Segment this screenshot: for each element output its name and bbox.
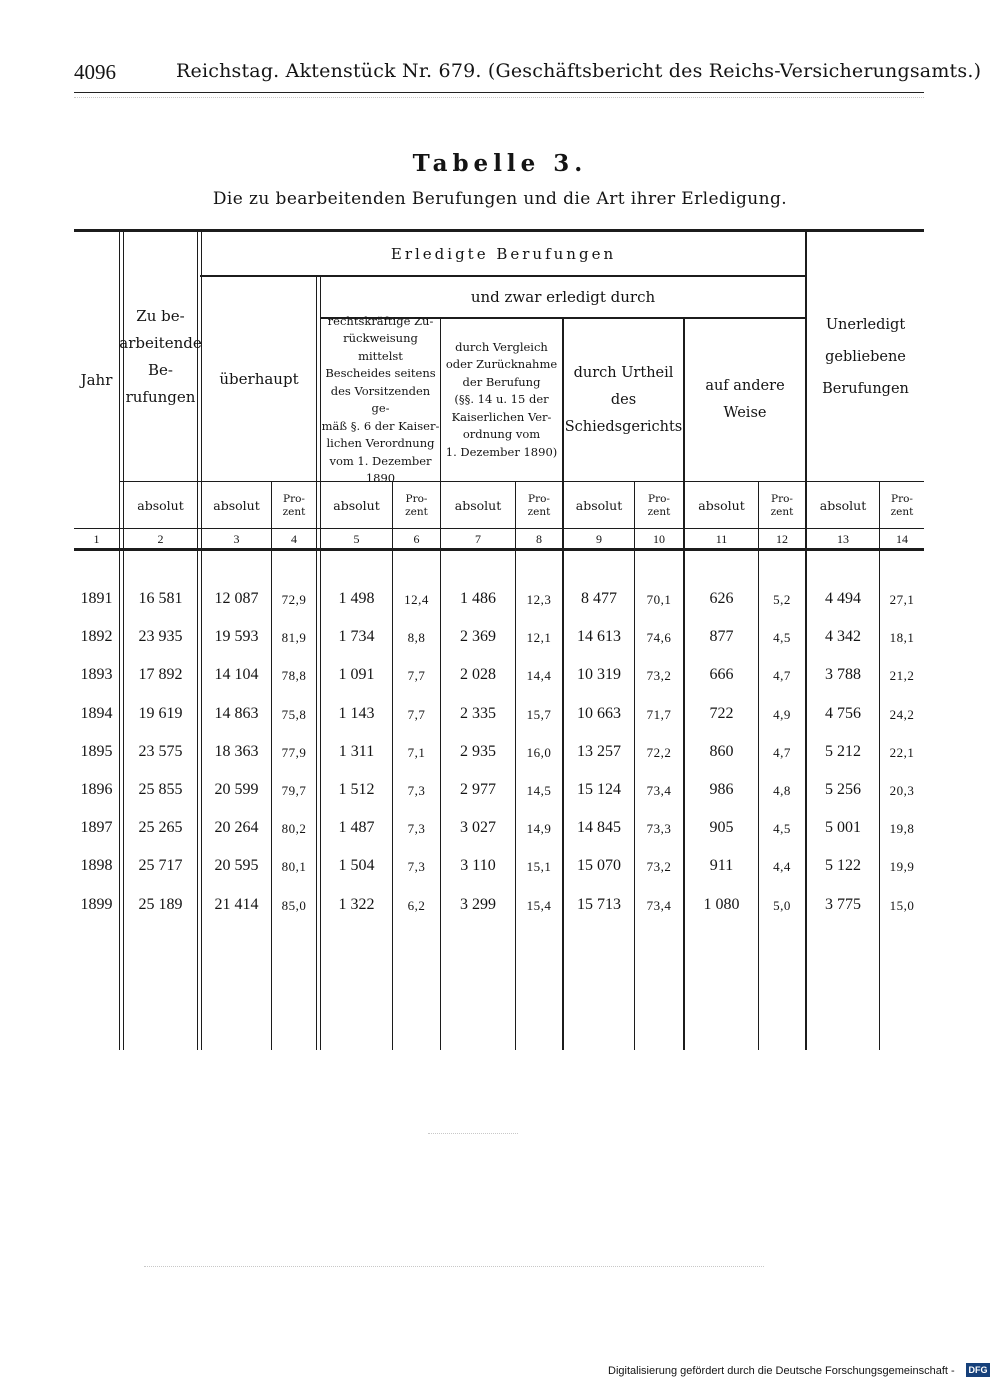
cell-absolute: 10 663: [577, 704, 621, 722]
header-line: Zu be-: [136, 306, 185, 325]
cell-absolute: 10 319: [577, 666, 621, 684]
cell-absolute: 2 935: [460, 742, 496, 760]
cell-absolute: 986: [709, 781, 734, 798]
cell-absolute: 5 212: [825, 742, 861, 760]
cell-percent: 4,8: [773, 783, 791, 798]
row-year: 1892: [80, 628, 113, 646]
cell-absolute: 20 599: [214, 781, 259, 798]
header-line: gebliebene: [825, 348, 906, 365]
faint-mark: [144, 1266, 764, 1267]
cell-absolute: 14 863: [214, 704, 259, 722]
digitization-footer: Digitalisierung gefördert durch die Deutsche Forschungsgemeinschaft -: [608, 1365, 955, 1377]
cell-percent: 8,8: [407, 630, 426, 646]
cell-percent: 19,8: [889, 821, 915, 837]
header-line: oder Zurücknahme: [445, 357, 558, 372]
cell-absolute: 1 322: [338, 895, 375, 913]
cell-absolute: 4 342: [825, 628, 861, 646]
cell-absolute: 860: [709, 742, 734, 760]
cell-absolute: 666: [709, 666, 734, 684]
cell-absolute: 21 414: [214, 895, 259, 913]
cell-absolute: 25 265: [138, 819, 183, 837]
cell-absolute: 13 257: [577, 742, 621, 760]
subheader-prozent: [393, 483, 440, 528]
row-year: 1897: [80, 819, 113, 837]
vline-4: [316, 277, 317, 1050]
cell-absolute: 12 087: [214, 590, 259, 607]
cell-absolute: 3 027: [460, 819, 496, 837]
cell-absolute: 4 494: [825, 590, 861, 607]
subheader-line: Pro-: [771, 492, 793, 505]
cell-percent: 7,3: [407, 859, 426, 875]
cell-absolute: 25 855: [138, 781, 183, 798]
header-und-zwar: und zwar erledigt durch: [470, 288, 656, 306]
cell-percent: 81,9: [281, 630, 307, 646]
cell-absolute: 911: [709, 857, 734, 875]
column-number: 8: [536, 531, 542, 546]
cell-absolute: 626: [709, 590, 734, 607]
cell-percent: 72,9: [281, 592, 307, 607]
cell-percent: 19,9: [889, 859, 915, 875]
header-line: des: [610, 391, 637, 408]
header-line: Schiedsgerichts: [564, 418, 683, 435]
column-number: 10: [653, 531, 665, 546]
cell-absolute: 1 487: [338, 819, 375, 837]
header-rule-faint: [74, 97, 924, 98]
column-number: 11: [715, 531, 728, 546]
header-line: arbeitende: [119, 333, 202, 352]
row-year: 1898: [80, 857, 113, 875]
subheader-absolut: absolut: [698, 498, 745, 513]
cell-absolute: 2 977: [460, 781, 496, 798]
subheader-absolut: absolut: [333, 498, 380, 513]
table-subtitle: Die zu bearbeitenden Berufungen und die Art ihrer Erledigung.: [212, 189, 788, 209]
cell-percent: 6,2: [407, 897, 426, 913]
header-line: mäß §. 6 der Kaiser-: [321, 418, 440, 433]
column-number: 14: [896, 531, 908, 546]
cell-absolute: 18 363: [214, 742, 259, 760]
cell-percent: 24,2: [889, 706, 915, 722]
column-number: 5: [353, 531, 360, 546]
cell-percent: 4,7: [773, 744, 791, 760]
vline-3: [271, 482, 272, 1050]
cell-absolute: 23 935: [138, 628, 183, 646]
column-number: 1: [93, 531, 100, 546]
cell-percent: 27,1: [889, 592, 915, 607]
header-line: 1. Dezember 1890): [445, 444, 558, 459]
cell-percent: 5,2: [773, 592, 791, 607]
header-zu-bearbeitende: [119, 232, 202, 481]
cell-absolute: 25 717: [138, 857, 183, 875]
cell-percent: 71,7: [646, 706, 672, 722]
cell-absolute: 15 713: [577, 895, 621, 913]
cell-percent: 70,1: [646, 592, 672, 607]
subheader-prozent: [272, 483, 316, 528]
subheader-line: Pro-: [283, 492, 305, 505]
subheader-absolut: absolut: [213, 498, 260, 513]
cell-percent: 16,0: [526, 744, 552, 760]
subheader-line: zent: [647, 505, 671, 518]
vline-5: [392, 482, 393, 1050]
header-line: durch Vergleich: [455, 339, 548, 354]
header-line: der Berufung: [462, 374, 541, 389]
cell-absolute: 1 080: [703, 895, 740, 913]
header-line: rückweisung mittelst: [343, 331, 418, 363]
cell-absolute: 5 256: [825, 781, 861, 798]
row-year: 1899: [80, 895, 113, 913]
cell-percent: 73,2: [646, 668, 672, 684]
cell-absolute: 2 369: [460, 628, 496, 646]
cell-percent: 79,7: [281, 783, 307, 798]
cell-percent: 15,0: [889, 897, 915, 913]
cell-absolute: 19 593: [214, 628, 259, 646]
table-title: Tabelle 3.: [412, 150, 588, 177]
cell-percent: 72,2: [646, 744, 672, 760]
cell-percent: 73,2: [646, 859, 672, 875]
cell-absolute: 5 001: [825, 819, 861, 837]
header-zurueckweisung: [321, 313, 440, 485]
column-number: 12: [776, 531, 788, 546]
header-rule: [74, 92, 924, 93]
header-line: Be-: [148, 360, 173, 379]
header-unerledigt: [807, 232, 924, 481]
cell-absolute: 1 734: [338, 628, 375, 646]
faint-mark: [428, 1133, 518, 1134]
row-year: 1894: [80, 704, 113, 722]
cell-absolute: 3 788: [825, 666, 861, 684]
cell-absolute: 3 110: [460, 857, 496, 875]
cell-absolute: 14 613: [577, 628, 621, 646]
cell-percent: 15,4: [526, 897, 552, 913]
header-line: Kaiserlichen Ver-: [451, 409, 552, 424]
cell-absolute: 1 504: [338, 857, 375, 875]
cell-absolute: 20 264: [214, 819, 259, 837]
cell-absolute: 2 335: [460, 704, 496, 722]
cell-percent: 14,9: [526, 821, 552, 837]
header-line: Unerledigt: [825, 316, 906, 333]
cell-absolute: 3 299: [460, 895, 496, 913]
page-number: 4096: [74, 60, 116, 84]
cell-percent: 77,9: [281, 744, 307, 760]
cell-absolute: 20 595: [214, 857, 259, 875]
cell-absolute: 2 028: [460, 666, 496, 684]
subheader-absolut: absolut: [819, 498, 867, 513]
header-jahr: Jahr: [80, 370, 113, 389]
cell-percent: 20,3: [889, 783, 915, 798]
cell-percent: 73,4: [646, 783, 672, 798]
cell-absolute: 16 581: [138, 590, 183, 607]
cell-absolute: 3 775: [825, 895, 861, 913]
cell-percent: 4,5: [773, 821, 791, 837]
cell-percent: 12,4: [404, 592, 429, 607]
header-line: lichen Verordnung: [326, 436, 435, 450]
cell-absolute: 14 845: [577, 819, 621, 837]
cell-absolute: 1 091: [338, 666, 375, 684]
vline-9: [634, 482, 635, 1050]
cell-percent: 7,7: [407, 706, 426, 722]
cell-absolute: 905: [709, 819, 734, 837]
cell-absolute: 8 477: [581, 590, 617, 607]
header-line: auf andere: [705, 378, 785, 394]
cell-absolute: 14 104: [214, 666, 259, 684]
cell-absolute: 25 189: [138, 895, 183, 913]
cell-percent: 14,4: [526, 668, 552, 684]
header-erledigte-berufungen: Erledigte Berufungen: [390, 244, 617, 263]
cell-absolute: 15 070: [577, 857, 621, 875]
column-number: 3: [233, 531, 240, 546]
subheader-line: Pro-: [528, 492, 550, 505]
cell-absolute: 877: [709, 628, 734, 646]
rule-above-absolut: [120, 481, 924, 482]
header-line: Weise: [723, 405, 767, 421]
cell-percent: 7,3: [407, 783, 426, 798]
row-year: 1893: [80, 666, 113, 684]
cell-absolute: 23 575: [138, 742, 183, 760]
cell-percent: 4,5: [773, 630, 791, 646]
cell-absolute: 17 892: [138, 666, 183, 684]
cell-percent: 21,2: [889, 668, 915, 684]
header-line: ordnung vom: [462, 427, 541, 442]
column-number: 7: [475, 531, 481, 546]
subheader-prozent: [759, 483, 805, 528]
header-line: Bescheides seitens: [325, 366, 436, 380]
header-line: 1890: [365, 471, 396, 485]
cell-absolute: 4 756: [825, 704, 861, 722]
header-line: rechtskräftige Zu-: [327, 313, 434, 328]
cell-absolute: 5 122: [825, 857, 861, 875]
header-line: rufungen: [125, 387, 196, 406]
cell-percent: 12,3: [526, 592, 552, 607]
cell-percent: 15,1: [526, 859, 552, 875]
cell-percent: 7,7: [407, 668, 426, 684]
cell-percent: 78,8: [281, 668, 307, 684]
subheader-absolut: absolut: [575, 498, 623, 513]
subheader-line: zent: [282, 505, 306, 518]
subheader-line: Pro-: [405, 492, 428, 505]
header-ueberhaupt: überhaupt: [219, 369, 299, 388]
header-line: (§§. 14 u. 15 der: [454, 392, 549, 407]
subheader-prozent: [635, 483, 683, 528]
column-number: 6: [413, 531, 420, 546]
row-year: 1891: [80, 590, 113, 607]
subheader-line: Pro-: [891, 492, 913, 505]
vline-7: [515, 482, 516, 1050]
cell-percent: 4,9: [773, 706, 791, 722]
subheader-absolut: absolut: [137, 498, 184, 513]
cell-percent: 14,5: [526, 783, 552, 798]
cell-percent: 12,1: [526, 630, 552, 646]
cell-percent: 7,1: [407, 744, 426, 760]
subheader-line: zent: [527, 505, 551, 518]
cell-absolute: 1 498: [338, 590, 375, 607]
row-year: 1896: [80, 781, 113, 798]
cell-percent: 73,3: [646, 821, 672, 837]
row-year: 1895: [80, 742, 113, 760]
header-line: vom 1. Dezember: [329, 453, 432, 468]
header-urtheil: [564, 319, 683, 481]
subheader-line: Pro-: [648, 492, 670, 505]
cell-percent: 75,8: [281, 706, 307, 722]
subheader-absolut: absolut: [454, 498, 502, 513]
column-number: 13: [837, 531, 849, 546]
cell-percent: 4,4: [773, 859, 791, 875]
cell-absolute: 1 311: [338, 742, 375, 760]
vline-13: [879, 482, 880, 1050]
cell-absolute: 1 512: [338, 781, 375, 798]
header-vergleich: [441, 319, 562, 481]
cell-percent: 73,4: [646, 897, 672, 913]
cell-percent: 22,1: [889, 744, 915, 760]
cell-percent: 15,7: [526, 706, 552, 722]
cell-absolute: 19 619: [138, 704, 183, 722]
header-line: durch Urtheil: [573, 364, 674, 381]
subheader-line: zent: [405, 505, 428, 518]
column-number: 4: [291, 531, 297, 546]
cell-absolute: 1 143: [338, 704, 375, 722]
dfg-logo: DFG: [966, 1363, 990, 1377]
cell-percent: 74,6: [646, 630, 672, 646]
cell-percent: 7,3: [407, 821, 426, 837]
subheader-prozent: [880, 483, 924, 528]
cell-absolute: 722: [709, 704, 734, 722]
cell-percent: 5,0: [773, 897, 791, 913]
vline-11: [758, 482, 759, 1050]
subheader-line: zent: [770, 505, 794, 518]
header-line: des Vorsitzenden ge-: [330, 383, 431, 415]
column-number: 2: [157, 531, 164, 546]
cell-percent: 85,0: [281, 897, 307, 913]
cell-percent: 80,1: [281, 859, 307, 875]
cell-absolute: 1 486: [460, 590, 496, 607]
subheader-line: zent: [890, 505, 914, 518]
column-number: 9: [596, 531, 602, 546]
header-andere-weise: [685, 319, 805, 481]
running-header: Reichstag. Aktenstück Nr. 679. (Geschäftsbericht des Reichs-Versicherungsamts.): [176, 60, 982, 82]
cell-percent: 80,2: [281, 821, 307, 837]
cell-percent: 4,7: [773, 668, 791, 684]
subheader-prozent: [516, 483, 562, 528]
cell-absolute: 15 124: [577, 781, 621, 798]
header-line: Berufungen: [822, 380, 909, 397]
cell-percent: 18,1: [889, 630, 915, 646]
